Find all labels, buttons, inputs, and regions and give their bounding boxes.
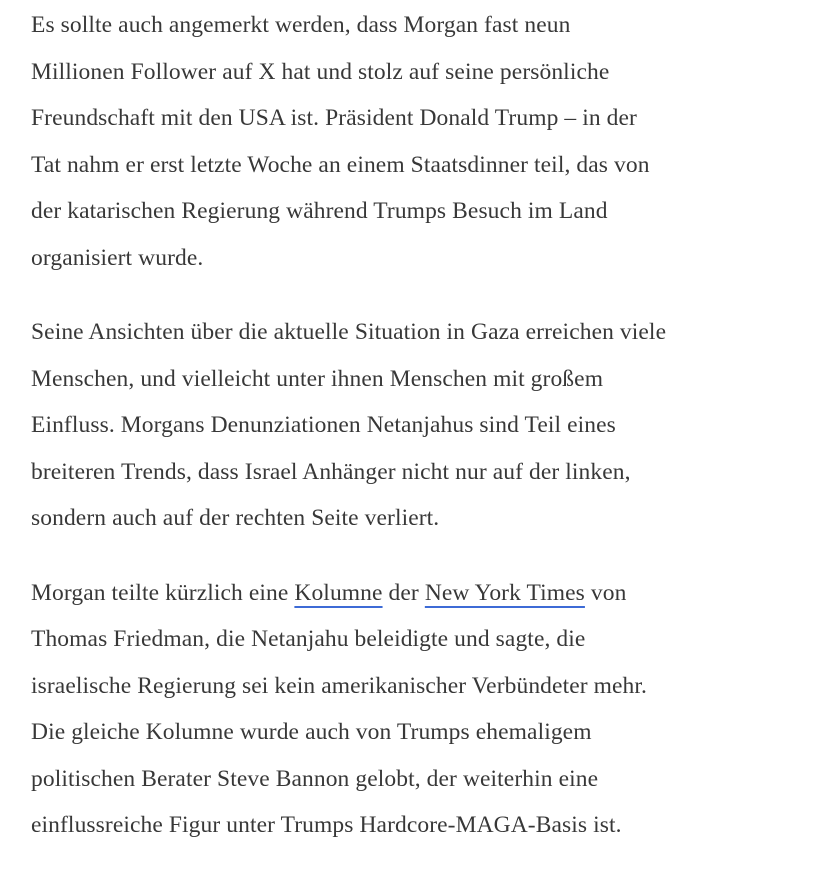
paragraph [31,309,811,542]
text-segment: Es sollte auch angemerkt werden, dass Morgan fast neun [31,12,571,38]
text-segment: breiteren Trends, dass Israel Anhänger nicht nur auf der linken, [31,458,631,485]
text-segment: Einfluss. Morgans Denunziationen Netanjahus sind Teil eines [31,412,616,438]
text-segment: politischen Berater Steve Bannon gelobt, der weiterhin eine [31,765,599,792]
paragraph [31,2,811,281]
text-segment: der [382,579,425,606]
text-segment: sondern auch auf der rechten Seite verliert. [31,505,440,531]
text-segment: Die gleiche Kolumne wurde auch von Trumps ehemaligem [31,719,592,745]
text-segment: Seine Ansichten über die aktuelle Situation in Gaza erreichen viele [31,319,667,345]
text-segment: israelische Regierung sei kein amerikanischer Verbündeter mehr. [31,672,647,699]
text-segment: einflussreiche Figur unter Trumps Hardcore-MAGA-Basis ist. [31,812,622,838]
text-segment: Freundschaft mit den USA ist. Präsident Donald Trump – in der [31,105,637,131]
text-segment: Morgan teilte kürzlich eine [31,579,295,606]
text-segment: Menschen, und vielleicht unter ihnen Menschen mit großem [31,365,604,392]
link-kolumne[interactable]: Kolumne [294,579,383,606]
text-segment: Tat nahm er erst letzte Woche an einem Staatsdinner teil, das von [31,151,650,178]
text-segment: Millionen Follower auf X hat und stolz auf seine persönliche [31,58,610,85]
link-new-york-times[interactable]: New York Times [424,579,585,606]
text-segment: organisiert wurde. [31,244,204,271]
text-segment: der katarischen Regierung während Trumps Besuch im Land [31,198,608,224]
text-segment: Thomas Friedman, die Netanjahu beleidigte und sagte, die [31,626,586,652]
text-segment: von [584,579,627,606]
paragraph [31,570,811,849]
